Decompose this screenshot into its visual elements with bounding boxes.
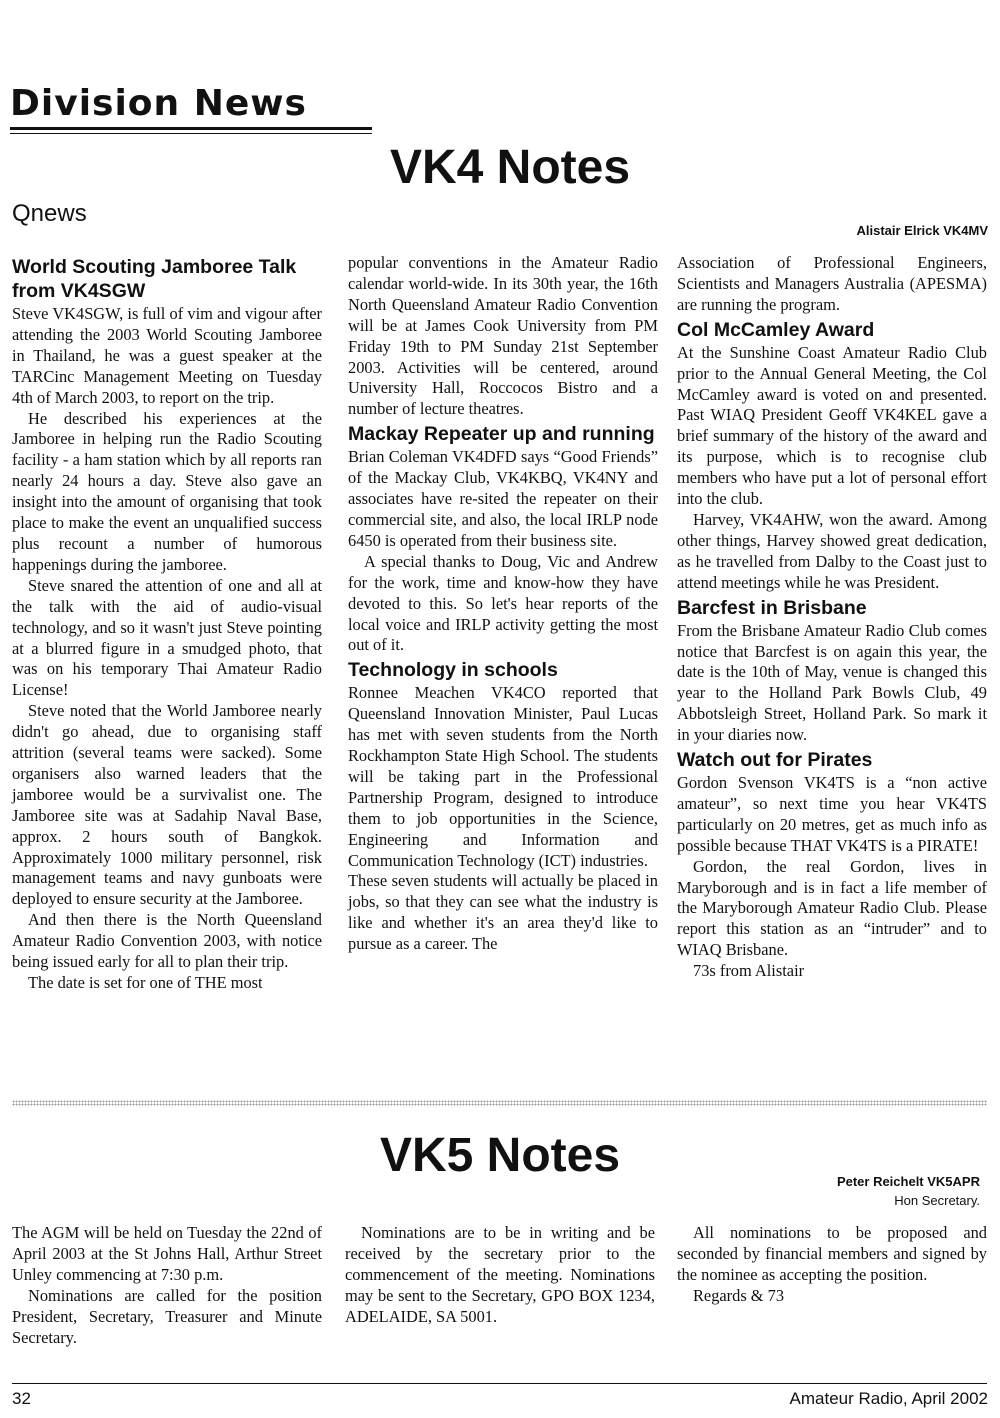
- article-paragraph: Steve snared the attention of one and all at the talk with the aid of audio-visual technology, and so it wasn't just Steve pointing at a blurred figure in a smudged photo, that was on his temporary Thai Amateur Radio License!: [12, 575, 322, 700]
- article-paragraph: The AGM will be held on Tuesday the 22nd of April 2003 at the St Johns Hall, Arthur Street Unley commencing at 7:30 p.m.: [12, 1223, 322, 1284]
- article-paragraph: Steve noted that the World Jamboree nearly didn't go ahead, due to organising staff attrition (several teams were sacked). Some organisers also warned leaders that the jamboree would be a survivalist one. The Jamboree site was at Sadahip Naval Base, approx. 2 hours south of Bangkok. Approximately 1000 military personnel, risk management teams and navy gunboats were deployed to ensure security at the Jamboree.: [12, 701, 322, 909]
- article-heading: Mackay Repeater up and running: [348, 423, 655, 446]
- vk5-notes-title: VK5 Notes: [379, 1129, 621, 1182]
- vk4-column-2: [348, 253, 658, 955]
- vk5-column-2: [345, 1223, 655, 1328]
- article-signoff: Regards & 73: [693, 1285, 785, 1305]
- vk4-column-3: [677, 253, 987, 982]
- article-paragraph-start: The date is set for one of THE most: [28, 973, 263, 992]
- article-heading: Technology in schools: [348, 659, 558, 682]
- article-paragraph: Gordon Svenson VK4TS is a “non active amateur”, so next time you hear VK4TS particularly on 20 metres, get as much info as possible because THAT VK4TS is a PIRATE!: [677, 773, 987, 855]
- banner-rule: [10, 127, 372, 130]
- article-paragraph-continued: popular conventions in the Amateur Radio calendar world-wide. In its 30th year, the 16th North Queensland Amateur Radio Convention will be at James Cook University from PM Friday 19th to PM Sunday 21st September 2003. Activities will be centered, around University Hall, Roccocos Bistro and a number of lecture theatres.: [348, 253, 658, 419]
- article-paragraph: He described his experiences at the Jamboree in helping run the Radio Scouting facility - a ham station which by all reports ran nearly 24 hours a day. Steve also gave an insight into the amount of organising that took place to make the event an unqualified success plus recount a number of humorous happenings during the jamboree.: [12, 408, 322, 574]
- section-banner-title: Division News: [10, 83, 307, 124]
- banner-rule-thin: [10, 133, 372, 134]
- division-news-banner: [10, 82, 372, 134]
- article-heading: World Scouting Jamboree Talk from VK4SGW: [12, 256, 297, 302]
- article-paragraph: All nominations to be proposed and seconded by financial members and signed by the nominee as accepting the position.: [677, 1223, 987, 1284]
- article-paragraph: Nominations are called for the position President, Secretary, Treasurer and Minute Secretary.: [12, 1285, 322, 1347]
- article-heading: Col McCamley Award: [677, 318, 875, 341]
- vk4-author-byline: Alistair Elrick VK4MV: [856, 223, 988, 238]
- article-paragraph: Ronnee Meachen VK4CO reported that Queensland Innovation Minister, Paul Lucas has met with seven students from the North Rockhampton State High School. The students will be taking part in the Professional Partnership Program, designed to introduce them to job opportunities in the Science, Engineering and Information and Communication Technology (ICT) industries.: [348, 683, 658, 870]
- article-signoff: 73s from Alistair: [693, 961, 805, 981]
- vk4-notes-title: VK4 Notes: [389, 141, 631, 194]
- article-paragraph: And then there is the North Queensland Amateur Radio Convention 2003, with notice being issued early for all to plan their trip.: [12, 910, 322, 972]
- article-paragraph: Gordon, the real Gordon, lives in Maryborough and is in fact a life member of the Maryborough Amateur Radio Club. Please report this station as an “intruder” and to WIAQ Brisbane.: [677, 856, 987, 960]
- section-divider: [12, 1100, 987, 1106]
- vk5-author-role: Hon Secretary.: [894, 1193, 980, 1208]
- vk5-author-byline: Peter Reichelt VK5APR: [836, 1174, 980, 1189]
- article-paragraph: Harvey, VK4AHW, won the award. Among other things, Harvey showed great dedication, as he travelled from Dalby to the Coast just to attend meetings while he was President.: [677, 509, 987, 592]
- vk5-column-1: [12, 1223, 322, 1348]
- article-paragraph: A special thanks to Doug, Vic and Andrew for the work, time and know-how they have devoted to this. So let's hear reports of the local voice and IRLP activity getting the most out of it.: [348, 551, 658, 655]
- vk5-column-3: [677, 1223, 987, 1307]
- article-paragraph: From the Brisbane Amateur Radio Club comes notice that Barcfest is on again this year, the date is the 10th of May, venue is changed this year to the Holland Park Bowls Club, 49 Abbotsleigh Street, Holland Park. So mark it in your diaries now.: [677, 620, 987, 745]
- page-number: 32: [12, 1389, 31, 1408]
- article-heading: Barcfest in Brisbane: [677, 596, 867, 619]
- article-paragraph: Brian Coleman VK4DFD says “Good Friends” of the Mackay Club, VK4KBQ, VK4NY and associates have re-sited the repeater on their commercial site, and also, the local IRLP node 6450 is operated from their business site.: [348, 447, 658, 550]
- article-paragraph: At the Sunshine Coast Amateur Radio Club prior to the Annual General Meeting, the Col McCamley award is voted on and presented. Past WIAQ President Geoff VK4KEL gave a brief summary of the history of the award and its purpose, which is to recognise club members who have put a lot of personal effort into the club.: [677, 342, 987, 509]
- qnews-subtitle: Qnews: [12, 200, 87, 227]
- footer-rule: [12, 1383, 987, 1384]
- publication-footer: Amateur Radio, April 2002: [789, 1389, 988, 1408]
- article-paragraph: Nominations are to be in writing and be received by the secretary prior to the commencement of the meeting. Nominations may be sent to the Secretary, GPO BOX 1234, ADELAIDE, SA 5001.: [345, 1223, 655, 1326]
- vk4-column-1: [12, 253, 322, 994]
- article-heading: Watch out for Pirates: [677, 749, 873, 772]
- article-paragraph-continued: Association of Professional Engineers, Scientists and Managers Australia (APESMA) are running the program.: [677, 253, 987, 314]
- article-paragraph: Steve VK4SGW, is full of vim and vigour after attending the 2003 World Scouting Jamboree in Thailand, he was a guest speaker at the TARCinc Management Meeting on Tuesday 4th of March 2003, to report on the trip.: [12, 304, 322, 407]
- article-paragraph-start: These seven students will actually be placed in jobs, so that they can see what the industry is like and whether it's an area they'd like to pursue as a career. The: [348, 871, 658, 954]
